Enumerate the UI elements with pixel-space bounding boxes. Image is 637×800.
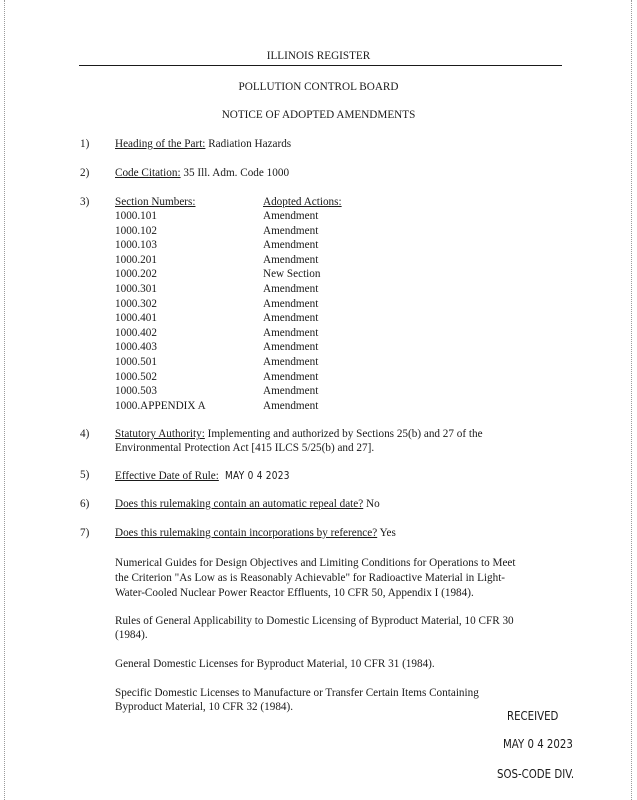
- item-2: [115, 167, 289, 179]
- item-4-number: 4): [80, 428, 90, 440]
- section-number: 1000.503: [115, 385, 157, 398]
- section-number: 1000.402: [115, 326, 157, 339]
- section-number: 1000.APPENDIX A: [115, 399, 206, 412]
- item-1: [115, 138, 291, 150]
- adopted-action: Amendment: [263, 356, 319, 368]
- reference-1-line-2: the Criterion "As Low as is Reasonably Achievable" for Radioactive Material in Light-: [115, 572, 506, 584]
- reference-2-line-1: Rules of General Applicability to Domestic Licensing of Byproduct Material, 10 CFR 30: [115, 615, 514, 627]
- item-1-number: 1): [80, 138, 90, 150]
- item-5-label: Effective Date of Rule:: [115, 470, 219, 482]
- reference-4-line-2: Byproduct Material, 10 CFR 32 (1984).: [115, 701, 294, 713]
- item-3-number: 3): [80, 196, 90, 208]
- item-6-value: No: [366, 498, 380, 510]
- item-6-number: 6): [80, 498, 90, 510]
- board-title: POLLUTION CONTROL BOARD: [238, 81, 399, 93]
- register-title: ILLINOIS REGISTER: [266, 50, 371, 62]
- adopted-action: New Section: [263, 268, 321, 281]
- item-6: [115, 498, 380, 510]
- received-stamp-division: SOS-CODE DIV.: [497, 767, 575, 781]
- item-5: [115, 469, 304, 482]
- item-7: [115, 527, 396, 539]
- adopted-action: Amendment: [263, 297, 319, 310]
- item-2-number: 2): [80, 167, 90, 179]
- section-number: 1000.102: [115, 224, 157, 237]
- section-number: 1000.101: [115, 210, 157, 222]
- item-7-label: Does this rulemaking contain incorporations by reference?: [115, 527, 378, 539]
- adopted-action: Amendment: [263, 326, 319, 339]
- adopted-action: Amendment: [263, 312, 319, 325]
- section-number: 1000.201: [115, 253, 157, 266]
- adopted-action: Amendment: [263, 370, 319, 383]
- received-stamp-label: RECEIVED: [507, 709, 559, 723]
- adopted-action: Amendment: [263, 253, 319, 266]
- adopted-action: Amendment: [263, 224, 319, 237]
- section-number: 1000.403: [115, 341, 157, 354]
- item-6-label: Does this rulemaking contain an automatic repeal date?: [115, 498, 364, 510]
- section-number: 1000.501: [115, 356, 157, 368]
- item-2-value: 35 Ill. Adm. Code 1000: [183, 167, 290, 179]
- item-4-text: Implementing and authorized by Sections 25(b) and 27 of the: [207, 428, 483, 440]
- item-4-line-2: Environmental Protection Act [415 ILCS 5/25(b) and 27].: [115, 442, 375, 454]
- item-4-line-1: [115, 428, 483, 440]
- section-number: 1000.302: [115, 297, 157, 310]
- section-number: 1000.401: [115, 312, 157, 325]
- header-rule: [79, 65, 562, 66]
- reference-1-line-3: Water-Cooled Nuclear Power Reactor Effluents, 10 CFR 50, Appendix I (1984).: [115, 587, 474, 599]
- adopted-action: Amendment: [263, 341, 319, 354]
- adopted-action: Amendment: [263, 239, 319, 252]
- adopted-action: Amendment: [263, 283, 319, 295]
- section-number: 1000.103: [115, 239, 157, 252]
- reference-4-line-1: Specific Domestic Licenses to Manufacture or Transfer Certain Items Containing: [115, 687, 479, 699]
- item-7-value: Yes: [379, 527, 396, 539]
- adopted-action: Amendment: [263, 385, 319, 398]
- item-2-label: Code Citation:: [115, 167, 181, 179]
- item-1-value: Radiation Hazards: [208, 138, 292, 150]
- item-4-label: Statutory Authority:: [115, 428, 205, 440]
- reference-2-line-2: (1984).: [115, 629, 148, 641]
- section-number: 1000.502: [115, 370, 157, 383]
- section-number: 1000.202: [115, 268, 157, 281]
- adopted-actions-header: Adopted Actions:: [263, 196, 342, 208]
- item-5-number: 5): [80, 469, 90, 481]
- adopted-action: Amendment: [263, 210, 319, 222]
- notice-title: NOTICE OF ADOPTED AMENDMENTS: [221, 109, 416, 121]
- section-numbers-header: Section Numbers:: [115, 196, 196, 208]
- item-1-label: Heading of the Part:: [115, 138, 206, 150]
- adopted-action: Amendment: [263, 399, 319, 412]
- received-stamp-date: MAY 0 4 2023: [503, 737, 573, 751]
- reference-1-line-1: Numerical Guides for Design Objectives and Limiting Conditions for Operations to Meet: [115, 557, 516, 569]
- item-7-number: 7): [80, 527, 90, 539]
- effective-date-stamp: MAY 0 4 2023: [224, 469, 290, 482]
- section-number: 1000.301: [115, 283, 157, 295]
- reference-3-line-1: General Domestic Licenses for Byproduct Material, 10 CFR 31 (1984).: [115, 658, 435, 670]
